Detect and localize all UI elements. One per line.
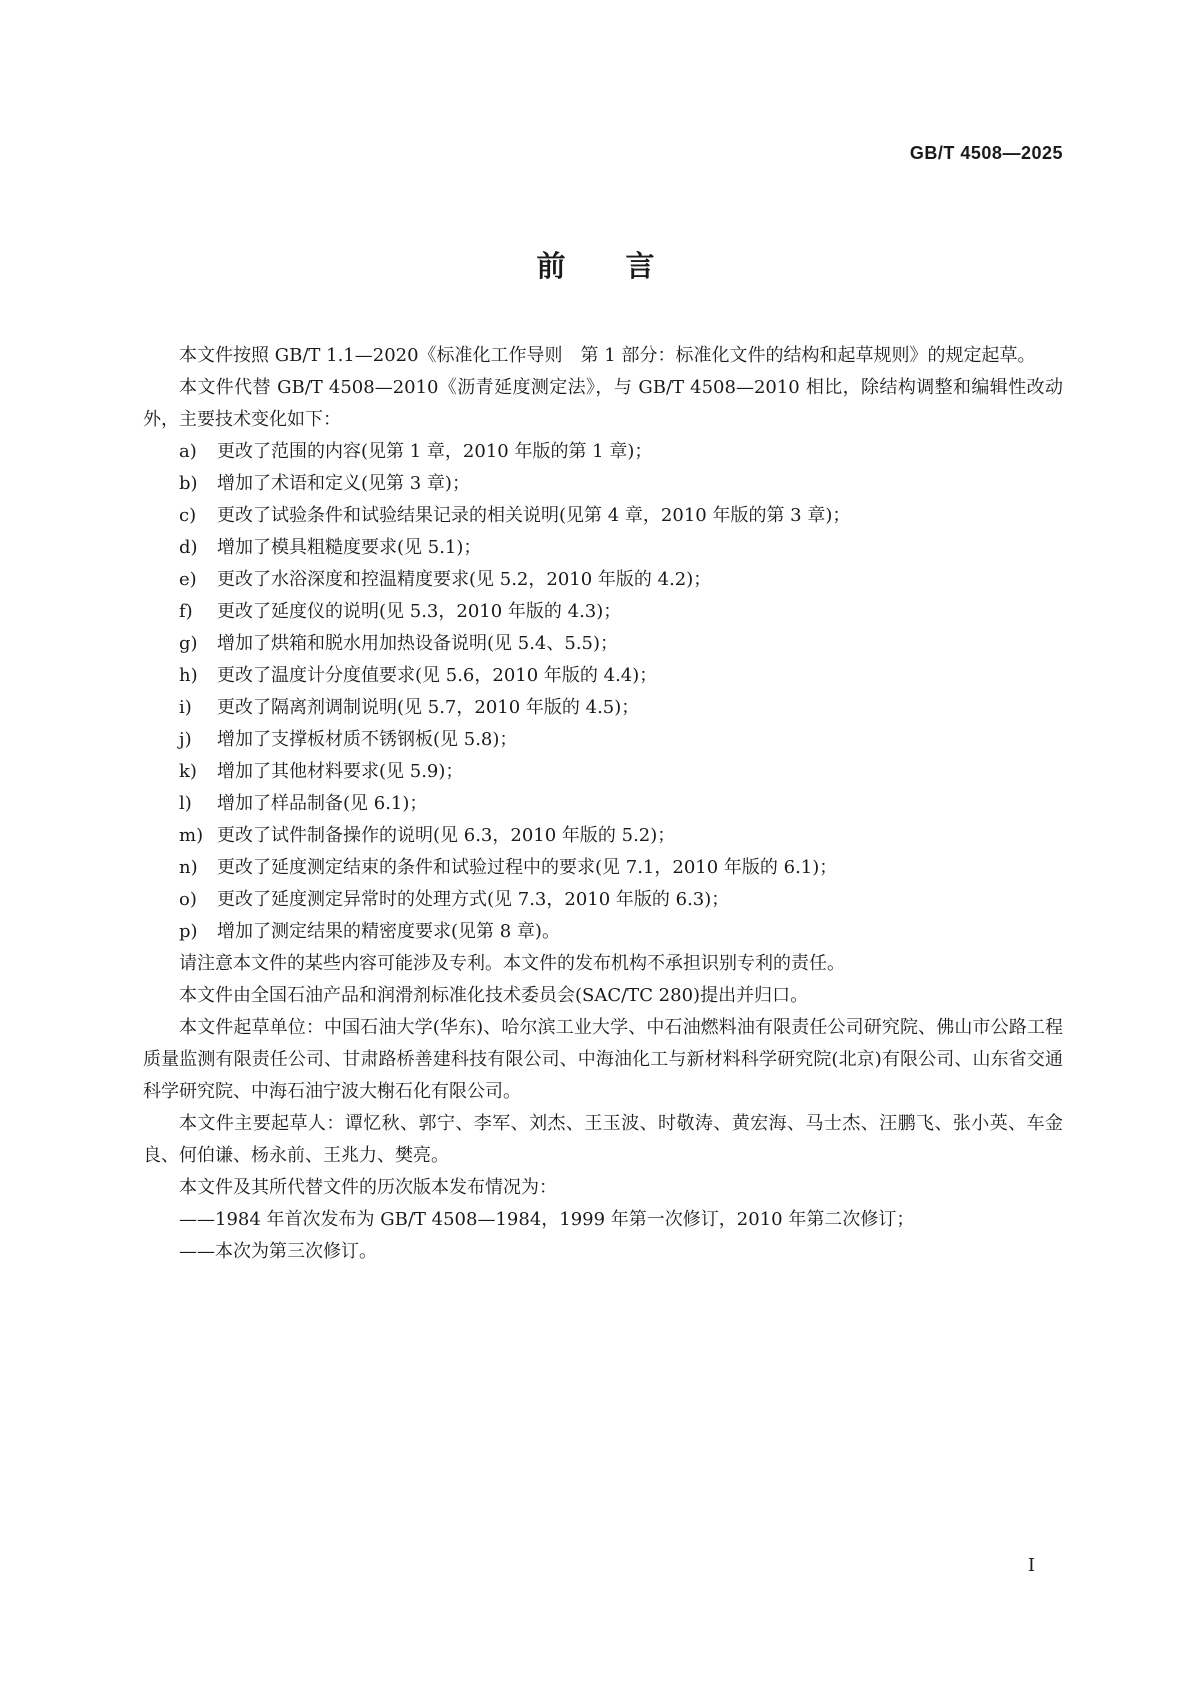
paragraph-drafting-rules: 本文件按照 GB/T 1.1—2020《标准化工作导则 第 1 部分：标准化文件的结构和起草规则》的规定起草。: [179, 345, 1036, 366]
list-item-text: 增加了支撑板材质不锈钢板(见 5.8)；: [217, 729, 518, 750]
list-item: [143, 500, 1063, 532]
list-item: [143, 564, 1063, 596]
list-item-text: 更改了温度计分度值要求(见 5.6，2010 年版的 4.4)；: [217, 665, 658, 686]
list-item: [143, 596, 1063, 628]
patent-notice: 请注意本文件的某些内容可能涉及专利。本文件的发布机构不承担识别专利的责任。: [179, 953, 845, 974]
list-item: [143, 660, 1063, 692]
history-item: ——1984 年首次发布为 GB/T 4508—1984，1999 年第一次修订，2010 年第二次修订；: [179, 1209, 915, 1230]
list-item: [143, 532, 1063, 564]
list-item-text: 增加了模具粗糙度要求(见 5.1)；: [217, 537, 482, 558]
standard-number: GB/T 4508—2025: [909, 143, 1063, 163]
list-item: [143, 436, 1063, 468]
list-item-label: f): [179, 601, 193, 622]
list-item-text: 更改了水浴深度和控温精度要求(见 5.2，2010 年版的 4.2)；: [217, 569, 712, 590]
paragraph-replacement: 本文件代替 GB/T 4508—2010《沥青延度测定法》，与 GB/T 4508—2010 相比，除结构调整和编辑性改动外，主要技术变化如下：: [143, 377, 1063, 430]
list-item-text: 更改了试验条件和试验结果记录的相关说明(见第 4 章，2010 年版的第 3 章)；: [217, 505, 851, 526]
page-number: I: [1027, 1555, 1035, 1576]
list-item-label: l): [179, 793, 192, 814]
list-item-text: 更改了延度仪的说明(见 5.3，2010 年版的 4.3)；: [217, 601, 622, 622]
list-item-label: k): [179, 761, 197, 782]
list-item: [143, 916, 1063, 948]
list-item-text: 更改了隔离剂调制说明(见 5.7，2010 年版的 4.5)；: [217, 697, 640, 718]
document-body: [143, 340, 1063, 1268]
list-item: [143, 468, 1063, 500]
list-item-label: i): [179, 697, 192, 718]
list-item: [143, 692, 1063, 724]
drafting-units: 本文件起草单位：中国石油大学(华东)、哈尔滨工业大学、中石油燃料油有限责任公司研究院、佛山市公路工程质量监测有限责任公司、甘肃路桥善建科技有限公司、中海油化工与新材料科学研究院(北京)有限公司、山东省交通科学研究院、中海石油宁波大榭石化有限公司。: [143, 1017, 1063, 1102]
list-item: [143, 628, 1063, 660]
list-item-label: p): [179, 921, 198, 942]
list-item-label: g): [179, 633, 198, 654]
list-item-label: c): [179, 505, 197, 526]
list-item-label: o): [179, 889, 197, 910]
list-item-text: 更改了延度测定结束的条件和试验过程中的要求(见 7.1，2010 年版的 6.1)；: [217, 857, 838, 878]
list-item-label: h): [179, 665, 198, 686]
list-item-label: m): [179, 825, 204, 846]
list-item: [143, 820, 1063, 852]
list-item-text: 增加了烘箱和脱水用加热设备说明(见 5.4、5.5)；: [217, 633, 619, 654]
main-drafters: 本文件主要起草人：谭忆秋、郭宁、李军、刘杰、王玉波、时敬涛、黄宏海、马士杰、汪鹏飞、张小英、车金良、何伯谦、杨永前、王兆力、樊亮。: [143, 1113, 1063, 1166]
history-intro: 本文件及其所代替文件的历次版本发布情况为：: [179, 1177, 557, 1198]
list-item-text: 更改了延度测定异常时的处理方式(见 7.3，2010 年版的 6.3)；: [217, 889, 730, 910]
list-item-text: 增加了术语和定义(见第 3 章)；: [217, 473, 470, 494]
list-item-label: b): [179, 473, 198, 494]
history-item: ——本次为第三次修订。: [179, 1241, 377, 1262]
list-item-text: 更改了试件制备操作的说明(见 6.3，2010 年版的 5.2)；: [217, 825, 676, 846]
list-item-text: 增加了测定结果的精密度要求(见第 8 章)。: [217, 921, 560, 942]
list-item-text: 增加了样品制备(见 6.1)；: [217, 793, 428, 814]
list-item: [143, 724, 1063, 756]
list-item: [143, 884, 1063, 916]
list-item-label: d): [179, 537, 198, 558]
proposer-statement: 本文件由全国石油产品和润滑剂标准化技术委员会(SAC/TC 280)提出并归口。: [179, 985, 809, 1006]
list-item: [143, 788, 1063, 820]
list-item-text: 更改了范围的内容(见第 1 章，2010 年版的第 1 章)；: [217, 441, 653, 462]
list-item-text: 增加了其他材料要求(见 5.9)；: [217, 761, 464, 782]
list-item: [143, 756, 1063, 788]
list-item-label: a): [179, 441, 197, 462]
page-title: 前言: [536, 249, 715, 283]
list-item-label: j): [179, 729, 192, 750]
list-item-label: e): [179, 569, 197, 590]
list-item-label: n): [179, 857, 198, 878]
list-item: [143, 852, 1063, 884]
changes-list: [143, 436, 1063, 948]
